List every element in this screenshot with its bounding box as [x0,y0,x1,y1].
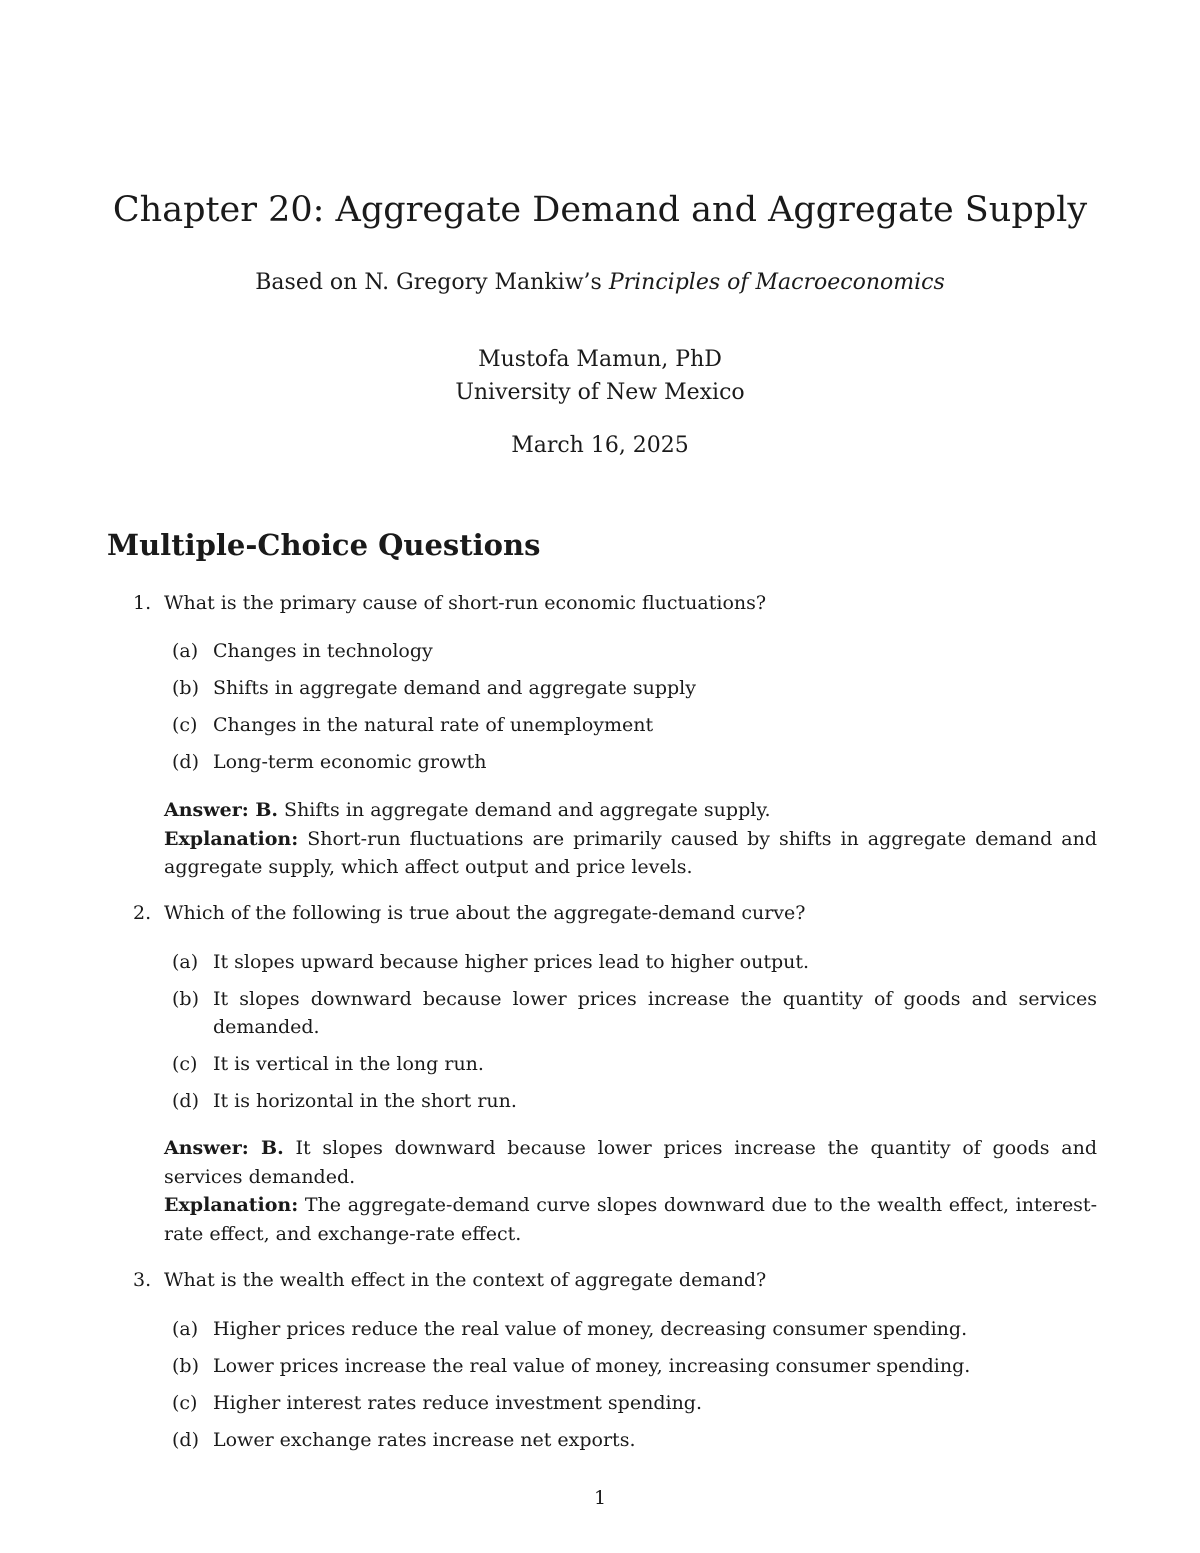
option-text: Lower prices increase the real value of money, increasing consumer spending. [213,1355,971,1377]
answer-line [164,1134,1097,1191]
option-text: Lower exchange rates increase net exports. [213,1429,636,1451]
question-text: Which of the following is true about the aggregate-demand curve? [164,902,806,924]
option-letter: (b) [172,1355,199,1377]
question-3 [133,1266,1103,1294]
option-text: It is horizontal in the short run. [213,1090,517,1112]
question-text: What is the wealth effect in the context of aggregate demand? [164,1269,767,1291]
question-1-answer [164,796,1097,882]
option-a [172,948,1097,976]
option-letter: (a) [172,640,199,662]
question-text: What is the primary cause of short-run economic fluctuations? [164,592,767,614]
option-text: Changes in the natural rate of unemployment [213,714,654,736]
explanation-text: The aggregate-demand curve slopes downward due to the wealth effect, interest-rate effect, and exchange-rate effect. [164,1194,1097,1245]
question-2 [133,899,1103,927]
explanation-text: Short-run fluctuations are primarily caused by shifts in aggregate demand and aggregate supply, which affect output and price levels. [164,827,1097,878]
option-letter: (d) [172,1429,199,1451]
question-number: 1. [133,592,152,614]
option-letter: (a) [172,1318,199,1340]
section-heading: Multiple-Choice Questions [107,528,541,562]
question-1-options [172,637,1097,776]
option-text: It slopes downward because lower prices increase the quantity of goods and services demanded. [213,988,1097,1038]
author-name: Mustofa Mamun, PhD [478,347,722,372]
document-subtitle [0,270,1200,295]
option-text: Long-term economic growth [213,751,487,773]
option-a [172,1315,1097,1343]
question-2-answer [164,1134,1097,1248]
option-letter: (d) [172,1090,199,1112]
question-1 [133,589,1103,617]
option-letter: (c) [172,714,198,736]
page-number: 1 [593,1487,607,1509]
question-2-options [172,948,1097,1115]
question-number: 2. [133,902,152,924]
option-letter: (b) [172,988,199,1010]
author-block [0,343,1200,409]
author-affiliation: University of New Mexico [455,380,745,405]
subtitle-prefix: Based on N. Gregory Mankiw’s [255,270,609,295]
answer-line [164,796,1097,825]
book-title: Principles of Macroeconomics [608,270,945,295]
option-text: Changes in technology [213,640,433,662]
answer-text: Shifts in aggregate demand and aggregate supply. [278,799,771,821]
explanation-label: Explanation: [164,827,299,850]
option-b [172,985,1097,1041]
answer-label: Answer: B. [164,799,279,821]
option-letter: (c) [172,1053,198,1075]
option-c [172,711,1097,739]
answer-text: It slopes downward because lower prices increase the quantity of goods and services demanded. [164,1137,1097,1188]
option-b [172,1352,1097,1380]
explanation-label: Explanation: [164,1194,299,1216]
option-text: Higher interest rates reduce investment spending. [213,1392,703,1414]
option-c [172,1050,1097,1078]
question-number: 3. [133,1269,152,1291]
option-c [172,1389,1097,1417]
explanation [164,825,1097,882]
option-text: It slopes upward because higher prices lead to higher output. [213,951,810,973]
option-text: It is vertical in the long run. [213,1053,484,1075]
document-date: March 16, 2025 [511,433,689,458]
option-letter: (b) [172,677,199,699]
explanation [164,1191,1097,1248]
answer-label: Answer: B. [164,1137,284,1159]
option-text: Higher prices reduce the real value of money, decreasing consumer spending. [213,1318,968,1340]
option-d [172,1426,1097,1454]
option-b [172,674,1097,702]
option-a [172,637,1097,665]
question-3-options [172,1315,1097,1454]
option-letter: (c) [172,1392,198,1414]
option-d [172,1087,1097,1115]
document-title: Chapter 20: Aggregate Demand and Aggregate Supply [112,190,1088,230]
option-text: Shifts in aggregate demand and aggregate supply [213,677,696,699]
option-letter: (a) [172,951,199,973]
option-d [172,748,1097,776]
option-letter: (d) [172,751,199,773]
